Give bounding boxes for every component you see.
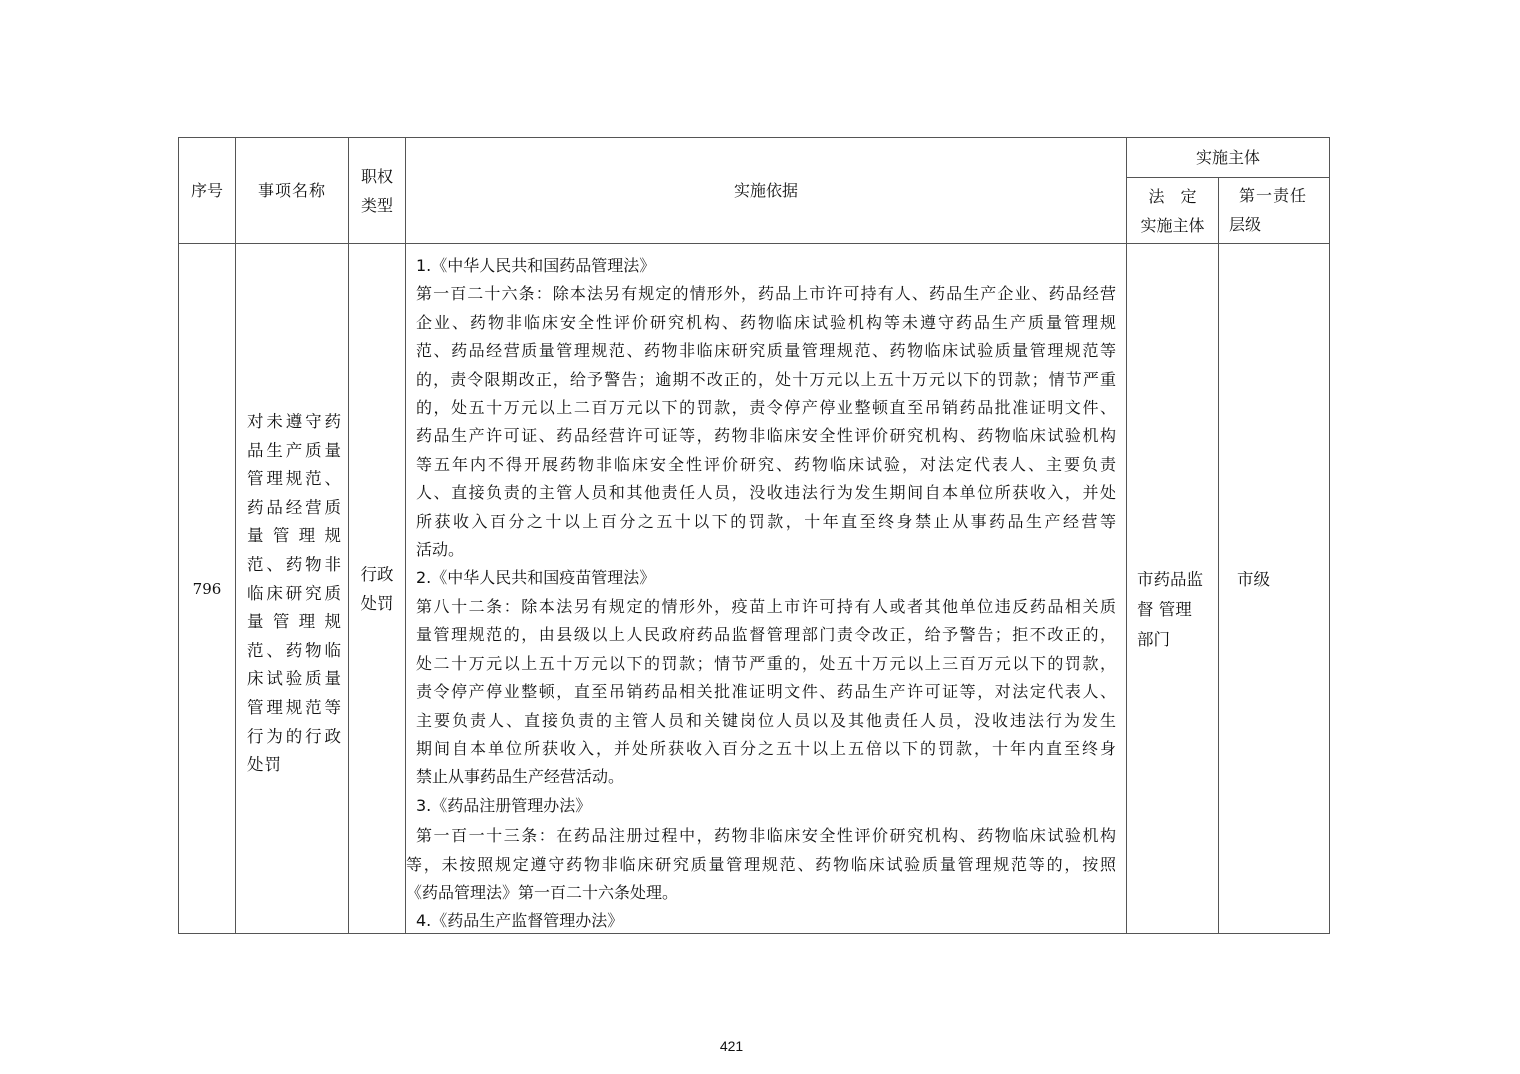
- name-line: 管理规范等: [247, 697, 342, 717]
- header-first-level-line1: 第一责任: [1239, 186, 1308, 205]
- header-name-text: 事项名称: [257, 181, 326, 200]
- header-seq: [179, 138, 235, 243]
- header-power-type: [349, 138, 405, 243]
- basis-line: 第一百二十六条：除本法另有规定的情形外，药品上市许可持有人、药品生产企业、药品经营: [416, 284, 1116, 304]
- name-line: 管理规范、: [247, 469, 342, 489]
- header-power-type-line1: 职权: [360, 166, 393, 186]
- legal-subject-line: 督 管理: [1137, 600, 1192, 619]
- row-basis: [406, 252, 1126, 936]
- table-border-right: [1329, 137, 1330, 934]
- col-divider-4: [1126, 137, 1127, 934]
- page-number: 421: [719, 1038, 744, 1054]
- row-first-level: [1219, 565, 1329, 595]
- basis-line: 处二十万元以上五十万元以下的罚款；情节严重的，处五十万元以上三百万元以下的罚款，: [416, 653, 1116, 673]
- name-line: 处罚: [247, 755, 282, 775]
- col-divider-5: [1218, 177, 1219, 934]
- row-power-type-line1: 行政: [360, 564, 394, 584]
- header-name: [236, 138, 348, 243]
- header-first-level: [1219, 181, 1329, 243]
- basis-line: 《药品管理法》第一百二十六条处理。: [406, 882, 679, 902]
- basis-line: 期间自本单位所获收入，并处所获收入百分之五十以上五倍以下的罚款，十年内直至终身: [416, 738, 1116, 758]
- basis-line: 第八十二条：除本法另有规定的情形外，疫苗上市许可持有人或者其他单位违反药品相关质: [416, 596, 1116, 616]
- header-legal-subject: [1127, 178, 1218, 243]
- header-first-level-line2: 层级: [1229, 215, 1262, 234]
- basis-line: 量管理规范的，由县级以上人民政府药品监督管理部门责令改正，给予警告；拒不改正的，: [416, 625, 1116, 645]
- name-line: 行为的行政: [247, 726, 342, 746]
- name-line: 量管理规: [247, 612, 342, 632]
- row-seq-text: 796: [192, 579, 222, 598]
- basis-line: 禁止从事药品生产经营活动。: [416, 767, 625, 787]
- basis-heading: 2.《中华人民共和国疫苗管理法》: [416, 568, 656, 588]
- header-basis-text: 实施依据: [733, 181, 798, 200]
- header-basis: [406, 138, 1126, 243]
- basis-line: 的，处五十万元以上二百万元以下的罚款，责令停产停业整顿直至吊销药品批准证明文件、: [416, 398, 1116, 418]
- first-level-text: 市级: [1237, 570, 1270, 589]
- name-line: 范、药物非: [247, 554, 342, 574]
- row-power-type: [349, 244, 405, 933]
- basis-line: 范、药品经营质量管理规范、药物非临床研究质量管理规范、药物临床试验质量管理规范等: [416, 341, 1116, 361]
- basis-line: 药品生产许可证、药品经营许可证等，药物非临床安全性评价研究机构、药物临床试验机构: [416, 426, 1116, 446]
- header-legal-subject-line1: 法 定: [1148, 186, 1197, 206]
- basis-heading: 3.《药品注册管理办法》: [416, 795, 592, 815]
- header-legal-subject-line2: 实施主体: [1140, 215, 1205, 235]
- legal-subject-line: 部门: [1137, 630, 1170, 649]
- header-power-type-line2: 类型: [360, 195, 393, 215]
- name-line: 临床研究质: [247, 583, 342, 603]
- basis-heading: 4.《药品生产监督管理办法》: [416, 911, 624, 931]
- row-item-name: [236, 408, 348, 780]
- basis-line: 责令停产停业整顿，直至吊销药品相关批准证明文件、药品生产许可证等，对法定代表人、: [416, 682, 1116, 702]
- basis-line: 的，责令限期改正，给予警告；逾期不改正的，处十万元以上五十万元以下的罚款；情节严重: [416, 369, 1116, 389]
- name-line: 量管理规: [247, 526, 342, 546]
- row-power-type-line2: 处罚: [360, 593, 394, 613]
- basis-line: 企业、药物非临床安全性评价研究机构、药物临床试验机构等未遵守药品生产质量管理规: [416, 312, 1116, 332]
- basis-line: 等，未按照规定遵守药物非临床研究质量管理规范、药物临床试验质量管理规范等的，按照: [406, 854, 1116, 874]
- header-subject-group-text: 实施主体: [1195, 148, 1260, 167]
- row-seq: [179, 244, 235, 933]
- basis-line: 第一百一十三条：在药品注册过程中，药物非临床安全性评价研究机构、药物临床试验机构: [416, 826, 1116, 846]
- basis-line: 等五年内不得开展药物非临床安全性评价研究、药物临床试验，对法定代表人、主要负责: [416, 454, 1116, 474]
- name-line: 对未遵守药: [247, 412, 342, 431]
- basis-heading: 1.《中华人民共和国药品管理法》: [416, 256, 656, 275]
- name-line: 品生产质量: [247, 440, 342, 460]
- basis-line: 所获收入百分之十以上百分之五十以下的罚款，十年直至终身禁止从事药品生产经营等: [416, 511, 1116, 531]
- header-seq-text: 序号: [190, 181, 223, 200]
- header-subject-group: [1127, 138, 1329, 177]
- name-line: 范、药物临: [247, 640, 342, 660]
- basis-line: 人、直接负责的主管人员和其他责任人员，没收违法行为发生期间自本单位所获收入，并处: [416, 483, 1116, 503]
- row-legal-subject: [1127, 565, 1218, 655]
- document-table: [178, 137, 1330, 934]
- name-line: 床试验质量: [247, 669, 342, 689]
- name-line: 药品经营质: [247, 497, 342, 517]
- legal-subject-line: 市药品监: [1137, 570, 1203, 589]
- basis-line: 主要负责人、直接负责的主管人员和关键岗位人员以及其他责任人员，没收违法行为发生: [416, 710, 1116, 730]
- basis-line: 活动。: [416, 540, 465, 560]
